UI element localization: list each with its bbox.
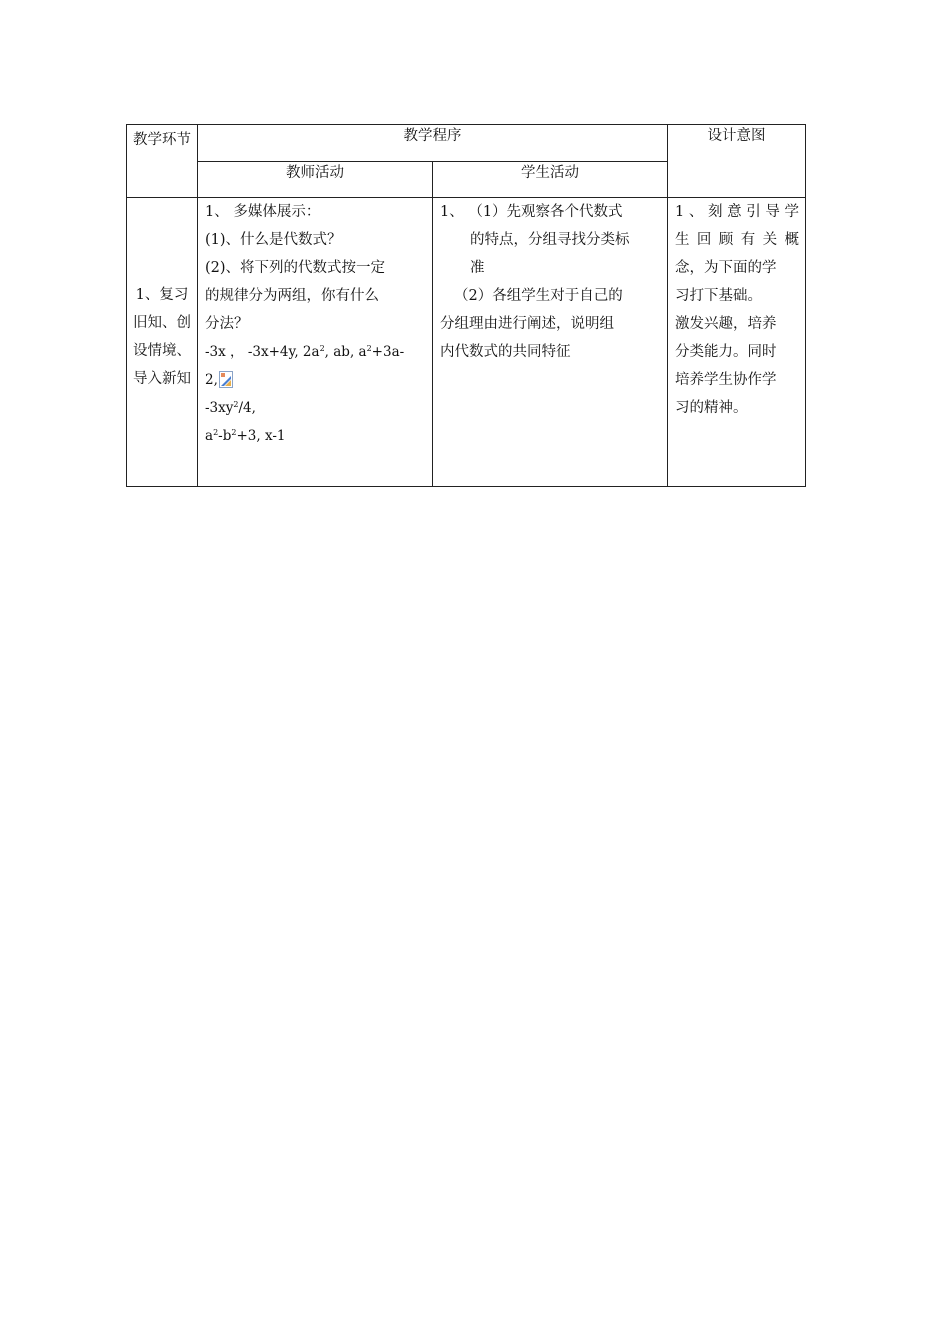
header-procedure-text: 教学程序: [403, 128, 462, 144]
expression-line: [205, 422, 426, 450]
teacher-activity-cell: [198, 198, 433, 487]
intent-line: 念，为下面的学: [675, 260, 777, 276]
intent-line: 培养学生协作学: [675, 372, 777, 388]
expression-line: [205, 338, 426, 366]
header-teacher-text: 教师活动: [286, 164, 344, 181]
student-line: 的特点，分组寻找分类标: [470, 232, 630, 248]
student-activity-cell: [433, 198, 668, 487]
broken-image-icon: [219, 370, 233, 387]
student-line: 1、 （1）先观察各个代数式: [440, 204, 623, 220]
exponent: 2: [319, 344, 325, 353]
teacher-line: (2)、将下列的代数式按一定: [205, 260, 386, 276]
expression-line: [205, 394, 426, 422]
expr-part: /4,: [238, 400, 256, 416]
student-line: （2）各组学生对于自己的: [454, 288, 623, 304]
header-student-text: 学生活动: [521, 164, 579, 181]
exponent: 2: [213, 428, 219, 437]
intent-line: 习打下基础。: [675, 288, 762, 304]
expr-part: 2,: [205, 372, 218, 388]
expr-part: +3, x-1: [236, 428, 286, 444]
expr-part: a: [205, 428, 214, 444]
intent-line: 激发兴趣，培养: [675, 316, 777, 332]
header-procedure: [198, 125, 668, 162]
stage-cell: [127, 198, 198, 487]
header-teacher: [198, 161, 433, 198]
intent-line: 习的精神。: [675, 400, 748, 416]
teacher-line: 分法？: [205, 316, 249, 332]
header-stage-text: 教学环节: [133, 132, 191, 148]
lesson-plan-table: [126, 124, 806, 487]
teacher-line: (1)、什么是代数式？: [205, 232, 342, 248]
intent-line: 生回顾有关概: [675, 232, 799, 248]
student-line: 准: [470, 260, 485, 276]
teacher-line: 的规律分为两组，你有什么: [205, 288, 379, 304]
teacher-line: 1、 多媒体展示：: [205, 204, 321, 220]
header-intent: [668, 125, 806, 198]
exponent: 2: [233, 400, 239, 409]
expr-part: -b: [218, 428, 232, 444]
expr-part: , ab, a: [324, 344, 367, 360]
header-intent-text: 设计意图: [707, 128, 766, 144]
stage-text: 1、复习旧知、创设情境、导入新知: [133, 287, 191, 387]
student-line: 内代数式的共同特征: [440, 344, 571, 360]
intent-line: 分类能力。同时: [675, 344, 777, 360]
expr-part: +3a-: [371, 344, 405, 360]
design-intent-cell: [668, 198, 806, 487]
expr-part: -3x ， -3x+4y, 2a: [205, 344, 320, 360]
intent-line: 1、刻意引导学: [675, 204, 799, 220]
header-stage: [127, 125, 198, 198]
header-student: [433, 161, 668, 198]
student-line: 分组理由进行阐述，说明组: [440, 316, 614, 332]
expr-part: -3xy: [205, 400, 234, 416]
exponent: 2: [366, 344, 372, 353]
expression-line: [205, 366, 426, 394]
exponent: 2: [231, 428, 237, 437]
